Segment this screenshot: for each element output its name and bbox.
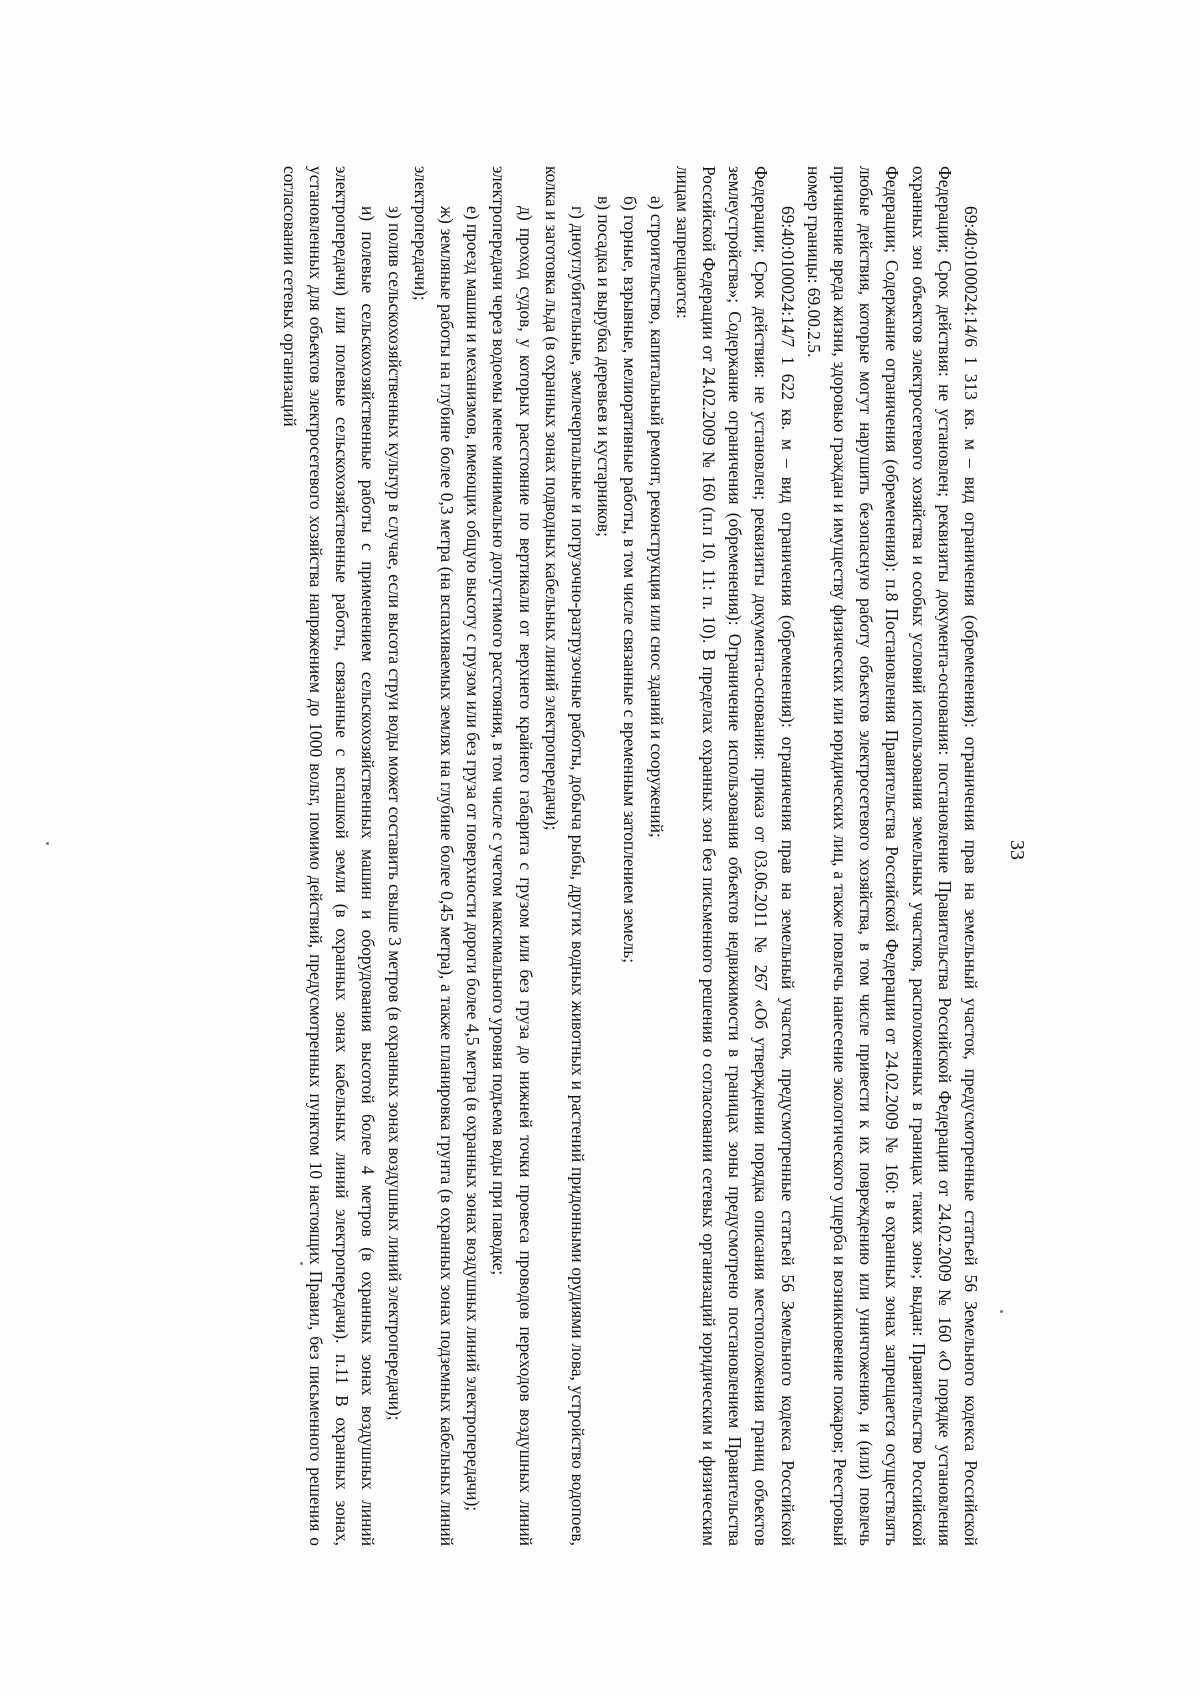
document-body (277, 166, 984, 1546)
list-item-e: е) проезд машин и механизмов, имеющих общую высоту с грузом или без груза от поверхности дороги более 4,5 метра (в охранных зонах воздушных линий электропередачи); (463, 206, 484, 1512)
paragraph-encumbrance-14-6: 69:40:0100024:14/6 1 313 кв. м – вид ограничения (обременения): ограничения прав на земельный участок, предусмотренные статьей 56 Земельного кодекса Российской Федерации; Срок действия: не установлен; реквизиты документа-основания: постановление Правительства Российской Федерации от 24.02.2009 № 160 «О порядке установления охранных зон объектов электросетевого хозяйства и особых условий использования земельных участков, расположенных в границах таких зон»; выдан: Правительство Российской Федерации; Содержание ограничения (обременения): п.8 Постановления Правительства Российской Федерации от 24.02.2009 № 160: в охранных зонах запрещается осуществлять любые действия, которые могут нарушить безопасную работу объектов электросетевого хозяйства, в том числе привести к их повреждению или уничтожению, и (или) повлечь причинение вреда жизни, здоровью граждан и имуществу физических или юридических лиц, а также повлечь нанесение экологического ущерба и возникновение пожаров; Реестровый номер границы: 69.00.2.5. (803, 166, 981, 1546)
paragraph-encumbrance-14-7: 69:40:0100024:14/7 1 622 кв. м – вид ограничения (обременения): ограничения прав на земельный участок, предусмотренные статьей 56 Земельного кодекса Российской Федерации; Срок действия: не установлен; реквизиты документа-основания: приказ от 03.06.2011 № 267 «Об утверждении порядка описания местоположения границ объектов землеустройства»; Содержание ограничения (обременения): Ограничение использования объектов недвижимости в границах зоны предусмотрено постановлением Правительства Российской Федерации от 24.02.2009 № 160 (п.п 10, 11: п. 10). В пределах охранных зон без письменного решения о согласовании сетевых организаций юридическим и физическим лицам запрещаются: (672, 166, 798, 1546)
list-item-z: з) полив сельскохозяйственных культур в случае, если высота струи воды может составить свыше 3 метров (в охранных зонах воздушных линий электропередачи); (384, 206, 405, 1421)
list-item-b: б) горные, взрывные, мелиоративные работы, в том числе связанные с временным затоплением земель; (620, 196, 641, 964)
rotated-content (144, 90, 1064, 1610)
list-item-g: г) дноуглубительные, землечерпальные и погрузочно-разгрузочные работы, добыча рыбы, других водных животных и растений придонными орудиями лова, устройство водопоев, колка и заготовка льда (в охранных зонах подводных кабельных линий электропередачи); (541, 166, 588, 1546)
scan-speck (46, 842, 49, 845)
page-number: 33 (1006, 840, 1028, 860)
list-item-a: а) строительство, капитальный ремонт, реконструкция или снос зданий и сооружений; (646, 196, 667, 838)
list-item-d: д) проход судов, у которых расстояние по вертикали от верхнего крайнего габарита с грузом или без груза до нижней точки провеса проводов переходов воздушных линий электропередачи через водоемы менее минимально допустимого расстояния, в том числе с учетом максимального уровня подъема воды при паводке; (489, 166, 536, 1546)
list-item-zh: ж) земляные работы на глубине более 0,3 метра (на вспахиваемых землях на глубине более 0,45 метра), а также планировка грунта (в охранных зонах подземных кабельных линий электропередачи); (410, 166, 457, 1546)
list-item-v: в) посадка и вырубка деревьев и кустарников; (594, 196, 615, 537)
list-item-i: и) полевые сельскохозяйственные работы с применением сельскохозяйственных машин и оборудования высотой более 4 метров (в охранных зонах воздушных линий электропередачи) или полевые сельскохозяйственные работы, связанные с вспашкой земли (в охранных зонах кабельных линий электропередачи). п.11 В охранных зонах, установленных для объектов электросетевого хозяйства напряжением до 1000 вольт, помимо действий, предусмотренных пунктом 10 настоящих Правил, без письменного решения о согласовании сетевых организаций (279, 166, 379, 1546)
